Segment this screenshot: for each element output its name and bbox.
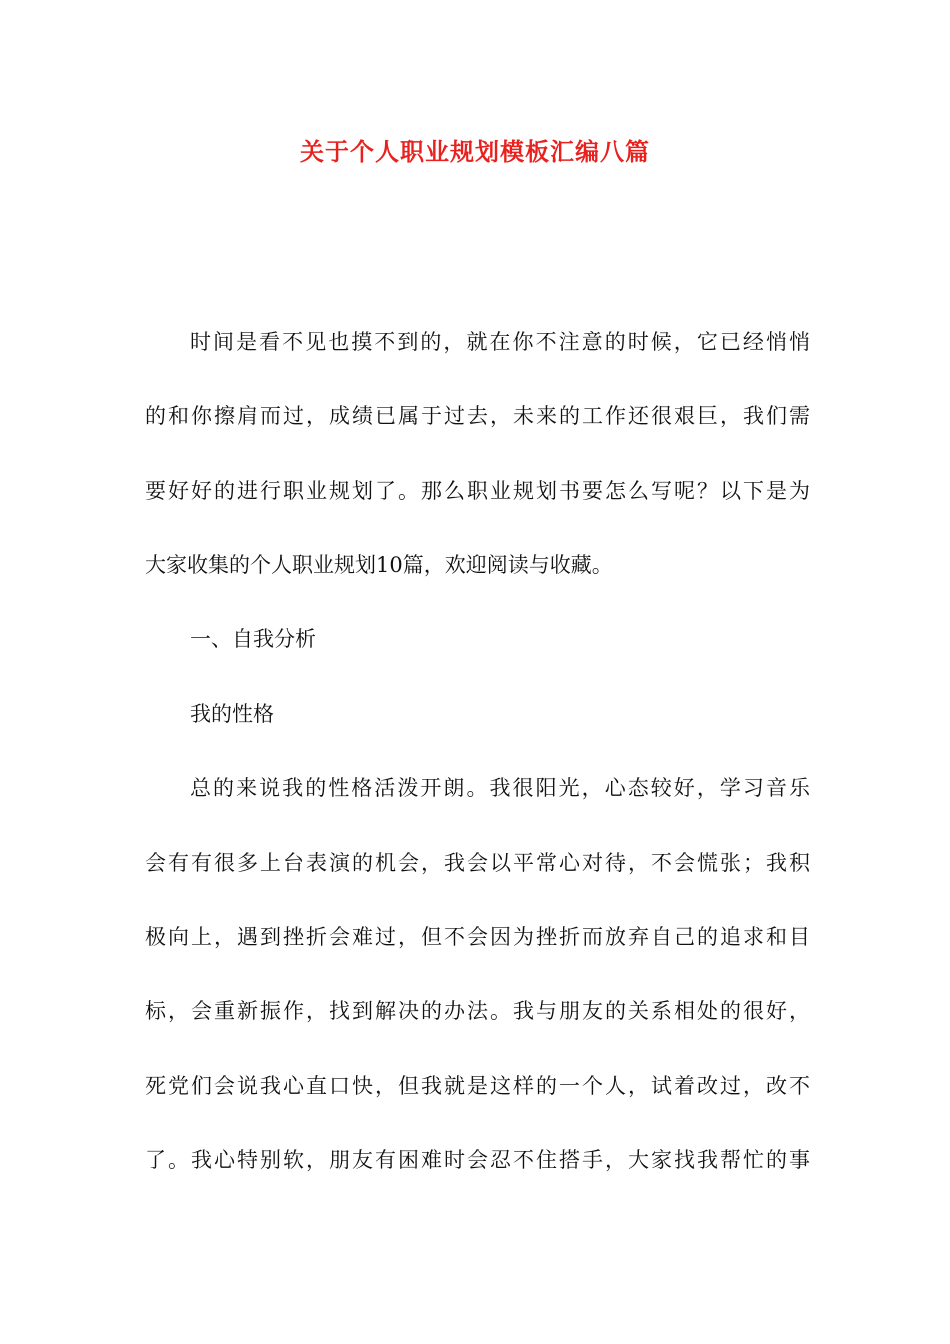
section-heading-self-analysis: 一、自我分析 — [190, 627, 316, 651]
paragraph-line-11: 死党们会说我心直口快，但我就是这样的一个人，试着改过，改不 — [145, 1074, 810, 1098]
paragraph-line-4: 大家收集的个人职业规划10篇，欢迎阅读与收藏。 — [145, 553, 613, 577]
paragraph-line-3: 要好好的进行职业规划了。那么职业规划书要怎么写呢？以下是为 — [145, 479, 810, 503]
paragraph-line-1: 时间是看不见也摸不到的，就在你不注意的时候，它已经悄悄 — [190, 330, 810, 354]
paragraph-line-9: 极向上，遇到挫折会难过，但不会因为挫折而放弃自己的追求和目 — [145, 925, 810, 949]
paragraph-line-8: 会有有很多上台表演的机会，我会以平常心对待，不会慌张；我积 — [145, 851, 810, 875]
paragraph-line-10: 标，会重新振作，找到解决的办法。我与朋友的关系相处的很好， — [145, 999, 810, 1023]
document-title: 关于个人职业规划模板汇编八篇 — [300, 137, 650, 166]
paragraph-line-7: 总的来说我的性格活泼开朗。我很阳光，心态较好，学习音乐 — [190, 776, 810, 800]
subheading-my-personality: 我的性格 — [190, 702, 274, 726]
paragraph-line-12: 了。我心特别软，朋友有困难时会忍不住搭手，大家找我帮忙的事 — [145, 1148, 810, 1172]
paragraph-line-2: 的和你擦肩而过，成绩已属于过去，未来的工作还很艰巨，我们需 — [145, 404, 810, 428]
